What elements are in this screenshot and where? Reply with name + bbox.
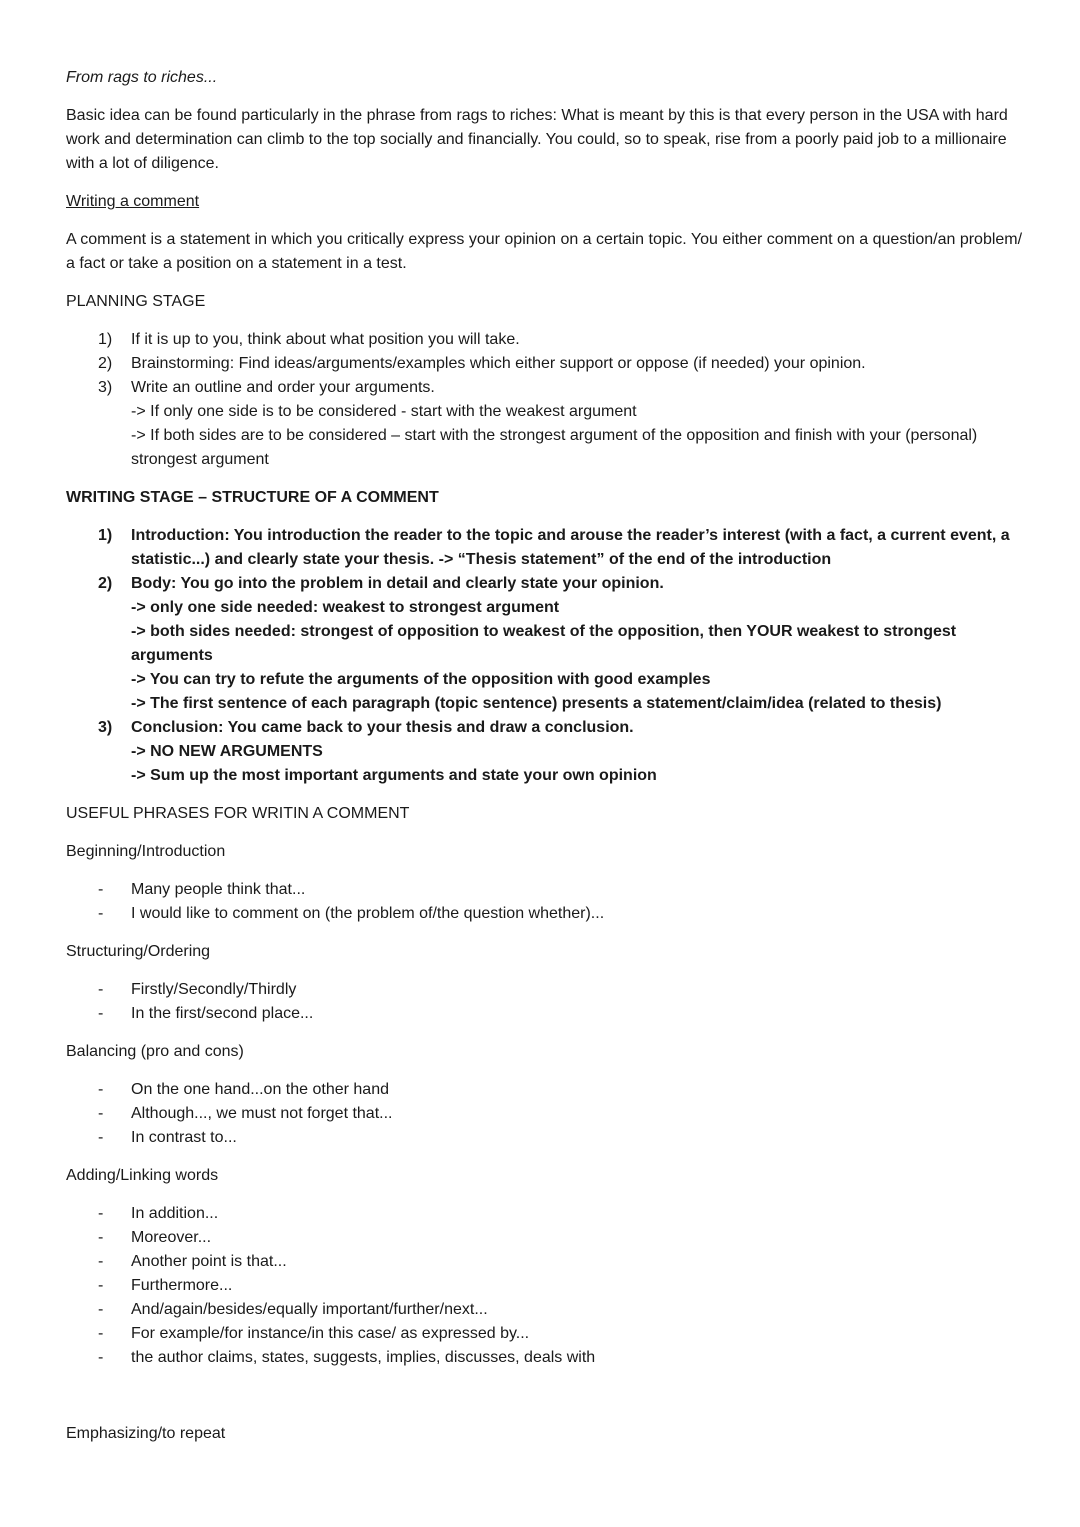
- dash-bullet: -: [98, 1105, 104, 1122]
- phrase-item: [66, 1346, 1026, 1370]
- phrase-group-title: Emphasizing/to repeat: [66, 1425, 226, 1442]
- comment-heading-text: Writing a comment: [66, 193, 200, 210]
- planning-item: [66, 328, 1026, 352]
- phrase-item: [66, 878, 1026, 902]
- phrase-item: [66, 1322, 1026, 1346]
- dash-bullet: -: [98, 1005, 104, 1022]
- phrase-text: And/again/besides/equally important/further/next...: [131, 1301, 488, 1318]
- intro-paragraph: Basic idea can be found particularly in the phrase from rags to riches: What is meant by this is that every person in the USA with hard work and determination can climb to the top socially and financially. You could, so to speak, rise from a poorly paid job to a millionaire with a lot of diligence.: [66, 107, 1008, 172]
- phrase-item: [66, 1078, 1026, 1102]
- phrase-text: For example/for instance/in this case/ as expressed by...: [131, 1325, 530, 1342]
- sub-point: -> You can try to refute the arguments of the opposition with good examples: [131, 671, 711, 688]
- phrase-text: On the one hand...on the other hand: [131, 1081, 389, 1098]
- item-text: Write an outline and order your arguments.: [131, 379, 435, 396]
- phrase-item: [66, 1250, 1026, 1274]
- item-number: 3): [98, 379, 113, 396]
- item-text: Conclusion: You came back to your thesis and draw a conclusion.: [131, 719, 634, 736]
- planning-item: [66, 376, 1026, 472]
- dash-bullet: -: [98, 1277, 104, 1294]
- dash-bullet: -: [98, 1129, 104, 1146]
- item-text: Brainstorming: Find ideas/arguments/examples which either support or oppose (if needed) your opinion.: [131, 355, 866, 372]
- sub-point: -> both sides needed: strongest of opposition to weakest of the opposition, then YOUR weakest to strongest arguments: [131, 623, 957, 664]
- item-text: Introduction: You introduction the reader to the topic and arouse the reader’s interest (with a fact, a current event, a statistic...) and clearly state your thesis. -> “Thesis statement” of the end of the introduction: [131, 527, 1010, 568]
- phrase-item: [66, 902, 1026, 926]
- sub-point: -> If only one side is to be considered - start with the weakest argument: [131, 403, 637, 420]
- dash-bullet: -: [98, 981, 104, 998]
- phrase-text: Although..., we must not forget that...: [131, 1105, 393, 1122]
- comment-heading: [66, 190, 1026, 214]
- dash-bullet: -: [98, 1253, 104, 1270]
- phrase-item: [66, 1274, 1026, 1298]
- planning-item: [66, 352, 1026, 376]
- item-number: 3): [98, 719, 113, 736]
- sub-point: -> The first sentence of each paragraph (topic sentence) presents a statement/claim/idea (related to thesis): [131, 695, 942, 712]
- sub-point: -> NO NEW ARGUMENTS: [131, 743, 323, 760]
- phrase-item: [66, 1202, 1026, 1226]
- phrase-item: [66, 1002, 1026, 1026]
- sub-point: -> If both sides are to be considered – start with the strongest argument of the opposition and finish with your (personal) strongest argument: [131, 427, 978, 468]
- phrase-list: [66, 878, 1026, 926]
- writing-item: [66, 524, 1026, 572]
- item-number: 2): [98, 575, 113, 592]
- phrase-group-title: Adding/Linking words: [66, 1167, 219, 1184]
- phrase-group-title: Beginning/Introduction: [66, 843, 226, 860]
- phrase-item: [66, 1126, 1026, 1150]
- phrases-heading: USEFUL PHRASES FOR WRITIN A COMMENT: [66, 805, 410, 822]
- writing-item: [66, 716, 1026, 788]
- dash-bullet: -: [98, 1349, 104, 1366]
- phrase-text: Many people think that...: [131, 881, 306, 898]
- item-text: Body: You go into the problem in detail and clearly state your opinion.: [131, 575, 664, 592]
- writing-list: [66, 524, 1026, 788]
- item-number: 1): [98, 331, 113, 348]
- dash-bullet: -: [98, 905, 104, 922]
- dash-bullet: -: [98, 1325, 104, 1342]
- sub-point: -> only one side needed: weakest to strongest argument: [131, 599, 560, 616]
- phrase-text: Firstly/Secondly/Thirdly: [131, 981, 297, 998]
- phrase-list: [66, 1202, 1026, 1370]
- comment-definition: A comment is a statement in which you critically express your opinion on a certain topic. You either comment on a question/an problem/ a fact or take a position on a statement in a test.: [66, 231, 1023, 272]
- planning-list: [66, 328, 1026, 472]
- phrase-item: [66, 1298, 1026, 1322]
- sub-point: -> Sum up the most important arguments and state your own opinion: [131, 767, 657, 784]
- phrase-group-title: Balancing (pro and cons): [66, 1043, 244, 1060]
- phrase-text: the author claims, states, suggests, implies, discusses, deals with: [131, 1349, 596, 1366]
- phrase-list: [66, 978, 1026, 1026]
- phrase-item: [66, 1102, 1026, 1126]
- phrase-item: [66, 978, 1026, 1002]
- dash-bullet: -: [98, 1301, 104, 1318]
- phrase-list: [66, 1078, 1026, 1150]
- item-number: 2): [98, 355, 113, 372]
- document-title: From rags to riches...: [66, 69, 218, 86]
- phrase-text: In addition...: [131, 1205, 219, 1222]
- item-text: If it is up to you, think about what position you will take.: [131, 331, 520, 348]
- dash-bullet: -: [98, 1205, 104, 1222]
- phrase-group-title: Structuring/Ordering: [66, 943, 211, 960]
- item-number: 1): [98, 527, 113, 544]
- phrase-text: In contrast to...: [131, 1129, 237, 1146]
- writing-heading: WRITING STAGE – STRUCTURE OF A COMMENT: [66, 489, 439, 506]
- planning-heading: PLANNING STAGE: [66, 293, 206, 310]
- phrase-item: [66, 1226, 1026, 1250]
- phrase-text: In the first/second place...: [131, 1005, 314, 1022]
- dash-bullet: -: [98, 1229, 104, 1246]
- dash-bullet: -: [98, 1081, 104, 1098]
- dash-bullet: -: [98, 881, 104, 898]
- phrase-text: Moreover...: [131, 1229, 212, 1246]
- phrase-text: Furthermore...: [131, 1277, 233, 1294]
- document-page: [66, 66, 1026, 1460]
- phrase-text: Another point is that...: [131, 1253, 287, 1270]
- phrase-text: I would like to comment on (the problem of/the question whether)...: [131, 905, 605, 922]
- writing-item: [66, 572, 1026, 716]
